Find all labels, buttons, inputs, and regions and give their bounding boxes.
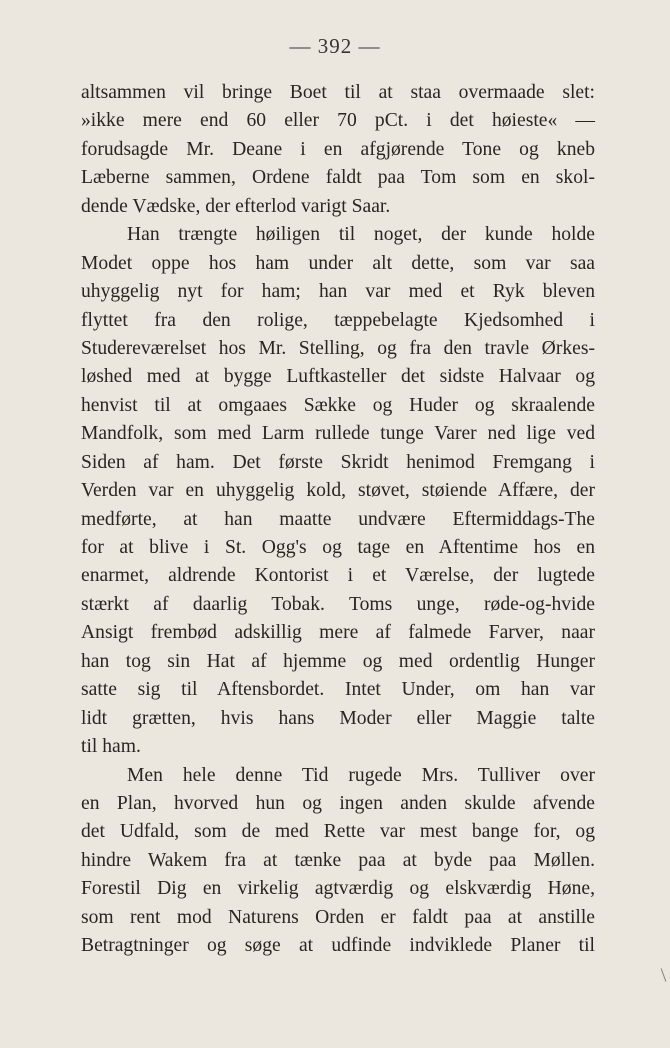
text-line: henvist til at omgaaes Sække og Huder og skraalende (81, 394, 595, 416)
text-line: han tog sin Hat af hjemme og med ordentlig Hunger (81, 650, 595, 672)
text-line: flyttet fra den rolige, tæppebelagte Kjedsomhed i (81, 309, 595, 331)
text-line: forudsagde Mr. Deane i en afgjørende Tone og kneb (81, 138, 595, 160)
text-line: Læberne sammen, Ordene faldt paa Tom som en skol- (81, 167, 595, 189)
text-line: Men hele denne Tid rugede Mrs. Tulliver over (127, 764, 595, 786)
text-line: Forestil Dig en virkelig agtværdig og elskværdig Høne, (81, 878, 595, 900)
text-line: lidt grætten, hvis hans Moder eller Maggie talte (81, 707, 595, 729)
text-line: for at blive i St. Ogg's og tage en Aftentime hos en (81, 537, 595, 558)
text-line: altsammen vil bringe Boet til at staa overmaade slet: (81, 82, 595, 103)
text-line: Verden var en uhyggelig kold, støvet, støiende Affære, der (81, 480, 595, 502)
text-line: Mandfolk, som med Larm rullede tunge Varer ned lige ved (81, 423, 595, 445)
text-line: løshed med at bygge Luftkasteller det sidste Halvaar og (81, 366, 595, 388)
text-line: til ham. (81, 736, 141, 758)
text-line: stærkt af daarlig Tobak. Toms unge, røde-og-hvide (81, 593, 595, 615)
text-line: satte sig til Aftensbordet. Intet Under, om han var (81, 679, 595, 701)
text-line: hindre Wakem fra at tænke paa at byde paa Møllen. (81, 849, 595, 871)
page-number: — 392 — (289, 34, 381, 58)
text-line: Betragtninger og søge at udfinde indviklede Planer til (81, 935, 595, 957)
text-line: »ikke mere end 60 eller 70 pCt. i det høieste« — (81, 110, 595, 132)
text-line: Ansigt frembød adskillig mere af falmede Farver, naar (81, 622, 595, 644)
text-line: dende Vædske, der efterlod varigt Saar. (81, 195, 391, 217)
text-line: som rent mod Naturens Orden er faldt paa at anstille (81, 906, 595, 928)
text-line: en Plan, hvorved hun og ingen anden skulde afvende (81, 792, 595, 814)
text-line: Han trængte høiligen til noget, der kunde holde (127, 224, 595, 246)
text-line: medførte, at han maatte undvære Eftermiddags-The (81, 508, 595, 530)
text-line: Siden af ham. Det første Skridt henimod Fremgang i (81, 451, 595, 473)
text-line: det Udfald, som de med Rette var mest bange for, og (81, 821, 595, 843)
page-edge-mark (661, 968, 667, 981)
text-line: Studereværelset hos Mr. Stelling, og fra den travle Ørkes- (81, 337, 595, 359)
text-line: uhyggelig nyt for ham; han var med et Ryk bleven (81, 281, 595, 303)
text-line: Modet oppe hos ham under alt dette, som var saa (81, 252, 595, 274)
text-line: enarmet, aldrende Kontorist i et Værelse, der lugtede (81, 565, 595, 587)
body-text (81, 79, 595, 961)
